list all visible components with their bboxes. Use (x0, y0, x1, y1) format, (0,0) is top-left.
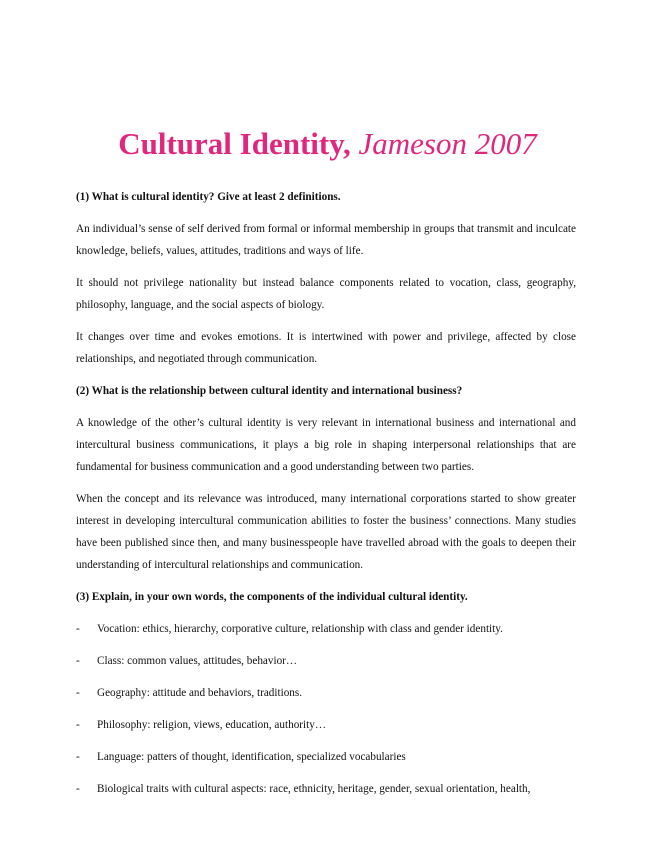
title-main: Cultural Identity, (118, 126, 351, 161)
list-bullet: - (76, 687, 80, 699)
list-item-geography (76, 682, 576, 704)
document-title (0, 124, 655, 164)
list-item-class (76, 650, 576, 672)
q1-paragraph-2: It should not privilege nationality but instead balance components related to vocation, class, geography, philosophy, language, and the social aspects of biology. (76, 277, 576, 311)
list-item-text: Philosophy: religion, views, education, authority… (97, 719, 327, 731)
q2-paragraph-2: When the concept and its relevance was introduced, many international corporations started to show greater interest in developing intercultural communication abilities to foster the business’ connections. Many studies have been published since then, and many businesspeople have travelled abroad with the goals to deepen their understanding of intercultural relationships and communication. (76, 493, 576, 571)
list-item-text: Class: common values, attitudes, behavior… (97, 655, 298, 667)
q1-paragraph-3: It changes over time and evokes emotions. It is intertwined with power and privilege, affected by close relationships, and negotiated through communication. (76, 331, 576, 365)
q1-paragraph-1: An individual’s sense of self derived from formal or informal membership in groups that transmit and inculcate knowledge, beliefs, values, attitudes, traditions and ways of life. (76, 223, 576, 257)
list-item-vocation (76, 618, 576, 640)
list-item-text: Biological traits with cultural aspects: race, ethnicity, heritage, gender, sexual orientation, health, (97, 783, 531, 795)
title-author-year: Jameson 2007 (358, 126, 537, 161)
list-bullet: - (76, 783, 80, 795)
list-item-philosophy (76, 714, 576, 736)
list-item-biological-traits (76, 778, 576, 800)
question-2-heading: (2) What is the relationship between cultural identity and international business? (76, 385, 463, 397)
question-1-heading: (1) What is cultural identity? Give at least 2 definitions. (76, 191, 341, 203)
components-list (76, 618, 576, 800)
q2-paragraph-1: A knowledge of the other’s cultural identity is very relevant in international business and international and intercultural business communications, it plays a big role in shaping interpersonal relationships that are fundamental for business communication and a good understanding between two parties. (76, 417, 576, 473)
list-item-text: Vocation: ethics, hierarchy, corporative culture, relationship with class and gender identity. (97, 623, 503, 635)
document-body (76, 186, 576, 810)
list-item-language (76, 746, 576, 768)
question-3-heading: (3) Explain, in your own words, the components of the individual cultural identity. (76, 591, 468, 603)
list-item-text: Geography: attitude and behaviors, traditions. (97, 687, 303, 699)
list-bullet: - (76, 719, 80, 731)
list-bullet: - (76, 623, 80, 635)
list-bullet: - (76, 655, 80, 667)
list-item-text: Language: patters of thought, identification, specialized vocabularies (97, 751, 406, 763)
list-bullet: - (76, 751, 80, 763)
